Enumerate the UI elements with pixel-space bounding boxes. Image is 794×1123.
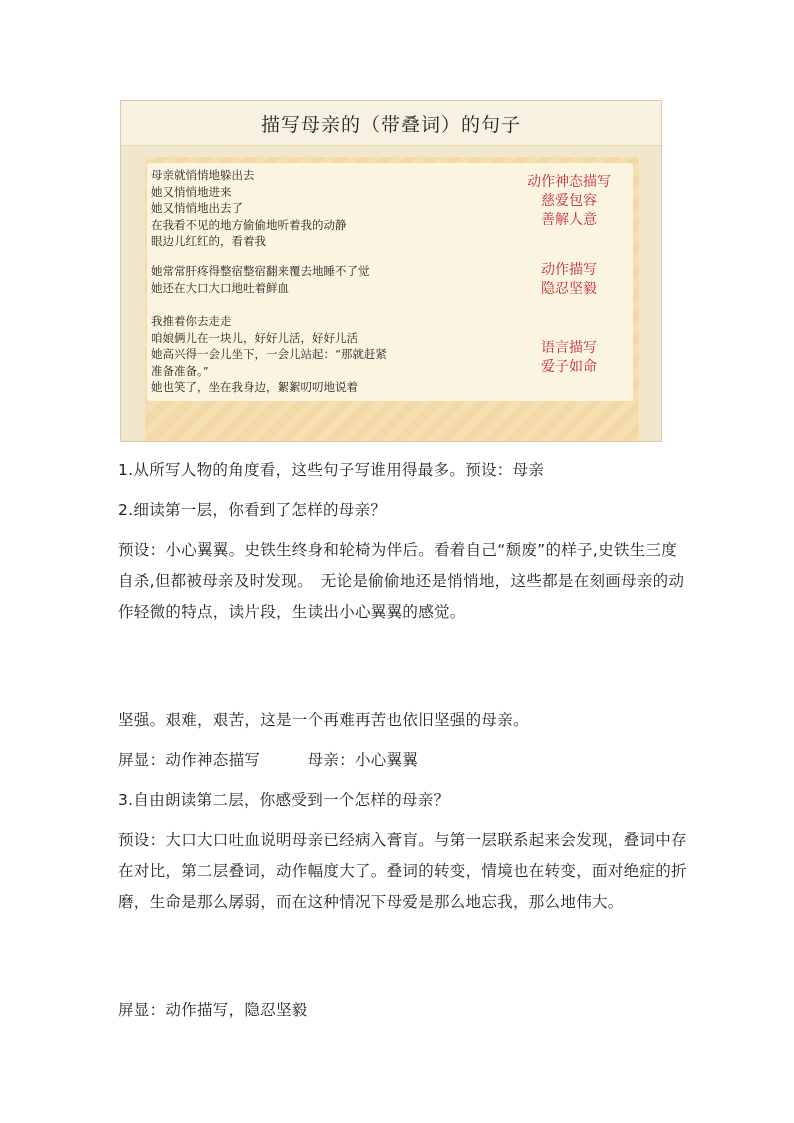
tag-group-1 <box>509 173 629 230</box>
paragraph-q1: 1.从所写人物的角度看，这些句子写谁用得最多。预设：母亲 <box>118 461 545 479</box>
quote-line: 她高兴得一会儿坐下，一会儿站起：“那就赶紧 <box>151 347 387 361</box>
paragraph-screen-1: 屏显：动作神态描写 母亲：小心翼翼 <box>118 751 419 769</box>
paragraph-answer-1: 预设：小心翼翼。史铁生终身和轮椅为伴后。看着自己“颓废”的样子,史铁生三度自杀,但都被母亲及时发现。 无论是偷偷地还是悄悄地，这些都是在刻画母亲的动作轻微的特点，读片段，生读出小心翼翼的感觉。 <box>118 541 685 621</box>
paragraph-q3: 3.自由朗读第二层，你感受到一个怎样的母亲？ <box>118 791 450 809</box>
quote-line: 在我看不见的地方偷偷地听着我的动静 <box>151 217 347 232</box>
paragraph-strong: 坚强。艰难，艰苦，这是一个再难再苦也依旧坚强的母亲。 <box>118 711 529 729</box>
slide-title: 描写母亲的（带叠词）的句子 <box>121 101 661 146</box>
quote-line: 眼边儿红红的，看着我 <box>151 234 266 248</box>
paragraph-answer-3: 预设：大口大口吐血说明母亲已经病入膏肓。与第一层联系起来会发现，叠词中存在对比，第二层叠词，动作幅度大了。叠词的转变，情境也在转变，面对绝症的折磨，生命是那么孱弱，而在这种情况下母爱是那么地忘我，那么地伟大。 <box>118 831 687 911</box>
quote-line: 母亲就悄悄地躲出去 <box>151 168 255 182</box>
quote-line: 我推着你去走走 <box>151 314 232 328</box>
quote-line: 她又悄悄地进来 <box>151 184 232 199</box>
paragraph-screen-2: 屏显：动作描写，隐忍坚毅 <box>118 1001 308 1019</box>
quote-line: 她常常肝疼得整宿整宿翻来覆去地睡不了觉 <box>151 264 370 278</box>
quote-line: 她也笑了，坐在我身边，絮絮叨叨地说着 <box>151 380 358 394</box>
quote-line: 她还在大口大口地吐着鲜血 <box>151 280 289 295</box>
tag-label: 动作描写 <box>541 262 597 278</box>
quote-group-2 <box>151 263 370 296</box>
tag-label: 动作神态描写 <box>527 174 611 190</box>
quote-line: 准备准备。” <box>151 363 209 378</box>
quote-group-3 <box>151 313 387 396</box>
tag-label: 语言描写 <box>541 340 597 356</box>
tag-label: 慈爱包容 <box>541 193 597 209</box>
tag-group-3 <box>509 339 629 377</box>
tag-label: 隐忍坚毅 <box>541 281 597 297</box>
tag-label: 善解人意 <box>541 212 597 228</box>
paragraph-q2: 2.细读第一层，你看到了怎样的母亲？ <box>118 501 387 519</box>
quote-line: 咱娘俩儿在一块儿，好好儿活，好好儿活 <box>151 330 358 345</box>
tag-label: 爱子如命 <box>541 359 597 375</box>
quote-group-1 <box>151 167 347 250</box>
slide-orange-panel <box>145 157 639 441</box>
quote-panel <box>147 163 633 401</box>
quote-line: 她又悄悄地出去了 <box>151 201 243 215</box>
tag-group-2 <box>509 261 629 299</box>
slide-image <box>120 100 662 442</box>
